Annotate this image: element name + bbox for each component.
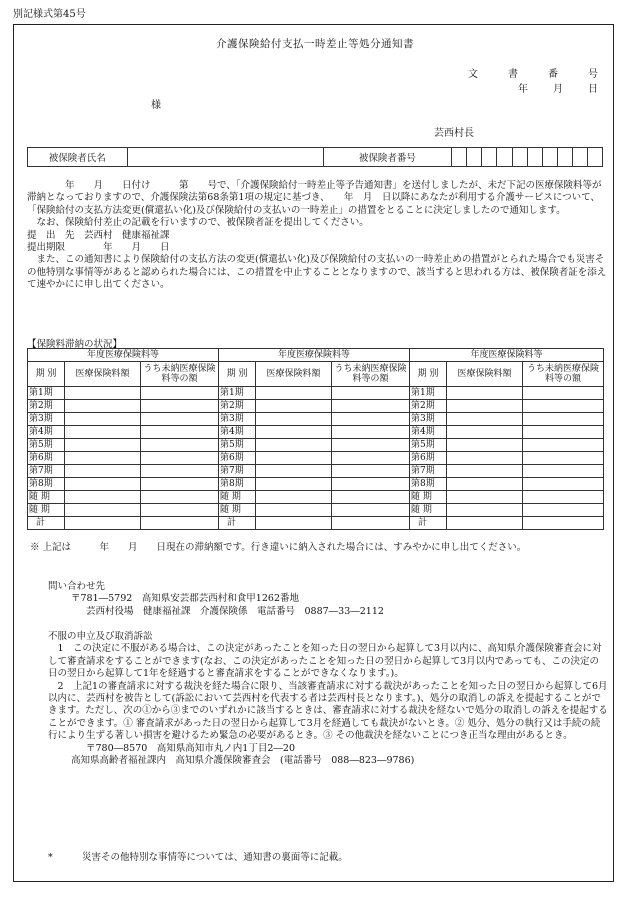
insured-info-table [27,147,603,167]
premium-amount-cell[interactable] [447,517,523,530]
insured-number-box[interactable] [527,148,542,167]
footnote-text: 災害その他特別な事情等については、通知書の裏面等に記載。 [82,852,348,863]
appeal-item: 2 上記1の審査請求に対する裁決を経た場合に限り、当該審査請求に対する裁決があったことを知った日の翌日から起算して6月以内に、芸西村を被告として(訴訟において芸西村を代表する者は芸西村長となります。)、処分の取消しの訴えを提起することができます。ただし、次の①から③までのいずれかに該当するときは、審査請求に対する裁決を経ないで処分の取消しの訴えを提起することができます。① 審査請求があった日の翌日から起算して3月を経過しても裁決がないとき。② 処分、処分の執行又は手続の続行により生ずる著しい損害を避けるため緊急の必要があるとき。③ その他裁決を経ないことにつき正当な理由があるとき。 [48,680,608,742]
premium-amount-cell[interactable] [447,491,523,504]
premium-amount-cell[interactable] [256,465,332,478]
period-cell: 第5期 [410,439,447,452]
col-period-header: 期 別 [28,362,65,387]
body-paragraph: なお、保険給付差止の記載を行いますので、被保険者証を提出してください。 [36,217,369,229]
appeal-item: 1 この決定に不服がある場合は、この決定があったことを知った日の翌日から起算して3月以内に、高知県介護保険審査会に対して審査請求をすることができます(なお、この決定があったことを知った日の翌日から起算して3月以内であっても、この決定の日の翌日から起算して1年を経過すると審査請求をすることができなくなります。)。 [48,643,602,680]
insured-number-label: 被保険者番号 [323,148,452,167]
insured-number-box[interactable] [467,148,482,167]
premium-amount-cell[interactable] [256,452,332,465]
doc-number-char: 書 [508,69,518,80]
unpaid-amount-cell[interactable] [523,387,604,400]
doc-number-char: 号 [588,69,598,80]
premium-amount-cell[interactable] [256,491,332,504]
review-board-address: 〒780―8570 高知県高知市丸ノ内1丁目2―20 [86,742,295,754]
unpaid-amount-cell[interactable] [332,504,410,517]
unpaid-amount-cell[interactable] [141,387,219,400]
document-title: 介護保険給付支払一時差止等処分通知書 [216,38,414,50]
table-row [28,504,604,517]
table-row [28,517,604,530]
premium-amount-cell[interactable] [65,400,141,413]
period-cell: 計 [28,517,65,530]
premium-amount-cell[interactable] [65,491,141,504]
insured-number-box[interactable] [512,148,527,167]
premium-amount-cell[interactable] [65,426,141,439]
table-row [28,439,604,452]
contact-block [48,581,384,618]
premium-amount-cell[interactable] [65,452,141,465]
table-row [28,413,604,426]
premium-amount-cell[interactable] [447,387,523,400]
date-year: 年 [518,84,528,95]
period-cell: 第6期 [410,452,447,465]
unpaid-amount-cell[interactable] [523,491,604,504]
period-cell: 随 期 [410,504,447,517]
unpaid-amount-cell[interactable] [332,413,410,426]
unpaid-amount-cell[interactable] [141,426,219,439]
premium-amount-cell[interactable] [65,465,141,478]
footnote [48,849,348,863]
premium-amount-cell[interactable] [447,478,523,491]
document-number [468,65,598,80]
premium-amount-cell[interactable] [65,387,141,400]
insured-number-box[interactable] [542,148,557,167]
form-label: 別記様式第45号 [13,9,86,20]
unpaid-amount-cell[interactable] [141,413,219,426]
period-cell: 第1期 [410,387,447,400]
note-text: ※ 上記は 年 月 日現在の滞納額です。行き違いに納入された場合には、すみやかに申し出てください。 [30,542,527,553]
arrears-section-label: 【保険料滞納の状況】 [27,339,123,350]
insured-name-field[interactable] [127,148,323,167]
period-cell: 第5期 [219,439,256,452]
appeal-block [48,631,608,767]
doc-number-char: 文 [468,69,478,80]
period-cell: 第4期 [219,426,256,439]
unpaid-amount-cell[interactable] [141,400,219,413]
premium-amount-cell[interactable] [256,439,332,452]
notice-body [27,180,608,292]
col-unpaid-header: うち未納医療保険料等の額 [141,362,219,387]
unpaid-amount-cell[interactable] [332,465,410,478]
unpaid-amount-cell[interactable] [141,491,219,504]
unpaid-amount-cell[interactable] [332,387,410,400]
period-cell: 第3期 [28,413,65,426]
unpaid-amount-cell[interactable] [523,504,604,517]
table-row [28,478,604,491]
period-cell: 第4期 [28,426,65,439]
unpaid-amount-cell[interactable] [332,426,410,439]
table-row [28,465,604,478]
premium-amount-cell[interactable] [447,400,523,413]
period-cell: 第3期 [410,413,447,426]
table-row [28,426,604,439]
insured-name-label: 被保険者氏名 [28,148,128,167]
date-day: 日 [588,84,598,95]
table-row [28,400,604,413]
insured-number-box[interactable] [482,148,497,167]
table-row [28,491,604,504]
premium-amount-cell[interactable] [447,439,523,452]
premium-amount-cell[interactable] [447,504,523,517]
recipient-suffix: 様 [151,100,161,111]
unpaid-amount-cell[interactable] [523,426,604,439]
contact-address: 〒781―5792 高知県安芸郡芸西村和食甲1262番地 [71,593,299,605]
arrears-table [27,348,604,530]
premium-amount-cell[interactable] [65,504,141,517]
contact-heading: 問い合わせ先 [48,581,106,592]
period-cell: 第1期 [219,387,256,400]
arrears-note [30,542,608,554]
period-cell: 第7期 [219,465,256,478]
unpaid-amount-cell[interactable] [523,517,604,530]
col-unpaid-header: うち未納医療保険料等の額 [332,362,410,387]
insured-number-box[interactable] [572,148,587,167]
body-paragraph: 提 出 先 芸西村 健康福祉課 [27,229,170,241]
premium-amount-cell[interactable] [256,426,332,439]
body-paragraph: 提出期限 年 月 日 [27,242,170,254]
period-cell: 第6期 [219,452,256,465]
table-row [28,452,604,465]
insured-number-box[interactable] [557,148,572,167]
period-cell: 計 [219,517,256,530]
period-cell: 随 期 [219,491,256,504]
period-cell: 第3期 [219,413,256,426]
premium-amount-cell[interactable] [65,439,141,452]
unpaid-amount-cell[interactable] [523,478,604,491]
period-cell: 随 期 [28,504,65,517]
col-premium-header: 医療保険料額 [65,362,141,387]
unpaid-amount-cell[interactable] [141,452,219,465]
doc-number-char: 番 [548,69,558,80]
footnote-mark: * [48,852,53,863]
period-cell: 随 期 [410,491,447,504]
premium-amount-cell[interactable] [256,387,332,400]
period-cell: 第7期 [410,465,447,478]
contact-office: 芸西村役場 健康福祉課 介護保険係 電話番号 0887―33―2112 [86,605,384,617]
unpaid-amount-cell[interactable] [141,465,219,478]
premium-amount-cell[interactable] [256,478,332,491]
col-premium-header: 医療保険料額 [447,362,523,387]
unpaid-amount-cell[interactable] [141,439,219,452]
period-cell: 第8期 [28,478,65,491]
col-period-header: 期 別 [219,362,256,387]
insured-number-box[interactable] [587,148,602,167]
premium-amount-cell[interactable] [256,504,332,517]
unpaid-amount-cell[interactable] [332,439,410,452]
unpaid-amount-cell[interactable] [523,465,604,478]
period-cell: 第5期 [28,439,65,452]
unpaid-amount-cell[interactable] [141,517,219,530]
year-header: 年度医療保険料等 [410,349,604,362]
appeal-heading: 不服の申立及び取消訴訟 [48,631,153,642]
period-cell: 第2期 [410,400,447,413]
unpaid-amount-cell[interactable] [332,491,410,504]
period-cell: 随 期 [28,491,65,504]
unpaid-amount-cell[interactable] [141,478,219,491]
unpaid-amount-cell[interactable] [523,452,604,465]
issue-date [518,80,598,95]
period-cell: 第7期 [28,465,65,478]
body-paragraph: 年 月 日付け 第 号で、「介護保険給付一時差止等予告通知書」を送付しましたが、未だ下記の医療保険料等が滞納となっておりますので、介護保険法第68条第1項の規定に基づき、 年 月 日以降にあなたが利用する介護サービスについて、「保険給付の支払方法変更(償還払い化)及び保険給付の支払いの一時差止」の措置をとることに決定しましたので通知します。 [27,180,602,216]
insured-number-box[interactable] [452,148,467,167]
period-cell: 第1期 [28,387,65,400]
unpaid-amount-cell[interactable] [332,452,410,465]
col-premium-header: 医療保険料額 [256,362,332,387]
premium-amount-cell[interactable] [447,413,523,426]
unpaid-amount-cell[interactable] [523,439,604,452]
unpaid-amount-cell[interactable] [332,400,410,413]
unpaid-amount-cell[interactable] [523,400,604,413]
premium-amount-cell[interactable] [256,517,332,530]
unpaid-amount-cell[interactable] [332,478,410,491]
insured-number-box[interactable] [497,148,512,167]
unpaid-amount-cell[interactable] [141,504,219,517]
period-cell: 第2期 [28,400,65,413]
col-period-header: 期 別 [410,362,447,387]
period-cell: 第2期 [219,400,256,413]
period-cell: 第8期 [219,478,256,491]
period-cell: 計 [410,517,447,530]
premium-amount-cell[interactable] [447,452,523,465]
review-board-office: 高知県高齢者福祉課内 高知県介護保険審査会 (電話番号 088―823―9786) [71,755,415,767]
premium-amount-cell[interactable] [256,400,332,413]
period-cell: 第8期 [410,478,447,491]
premium-amount-cell[interactable] [447,426,523,439]
date-month: 月 [553,84,563,95]
premium-amount-cell[interactable] [447,465,523,478]
table-row [28,387,604,400]
period-cell: 第4期 [410,426,447,439]
premium-amount-cell[interactable] [65,413,141,426]
period-cell: 第6期 [28,452,65,465]
unpaid-amount-cell[interactable] [523,413,604,426]
period-cell: 随 期 [219,504,256,517]
premium-amount-cell[interactable] [65,517,141,530]
col-unpaid-header: うち未納医療保険料等の額 [523,362,604,387]
premium-amount-cell[interactable] [65,478,141,491]
issuer-name: 芸西村長 [434,128,474,139]
year-header: 年度医療保険料等 [219,349,410,362]
body-paragraph: また、この通知書により保険給付の支払方法の変更(償還払い化)及び保険給付の支払いの一時差止めの措置がとられた場合でも災害その他特別な事情等があると認められた場合には、この措置を中止することとなりますので、該当すると思われる方は、被保険者証を添えて速やかにに申し出てください。 [27,254,607,291]
premium-amount-cell[interactable] [256,413,332,426]
unpaid-amount-cell[interactable] [332,517,410,530]
year-header: 年度医療保険料等 [28,349,219,362]
